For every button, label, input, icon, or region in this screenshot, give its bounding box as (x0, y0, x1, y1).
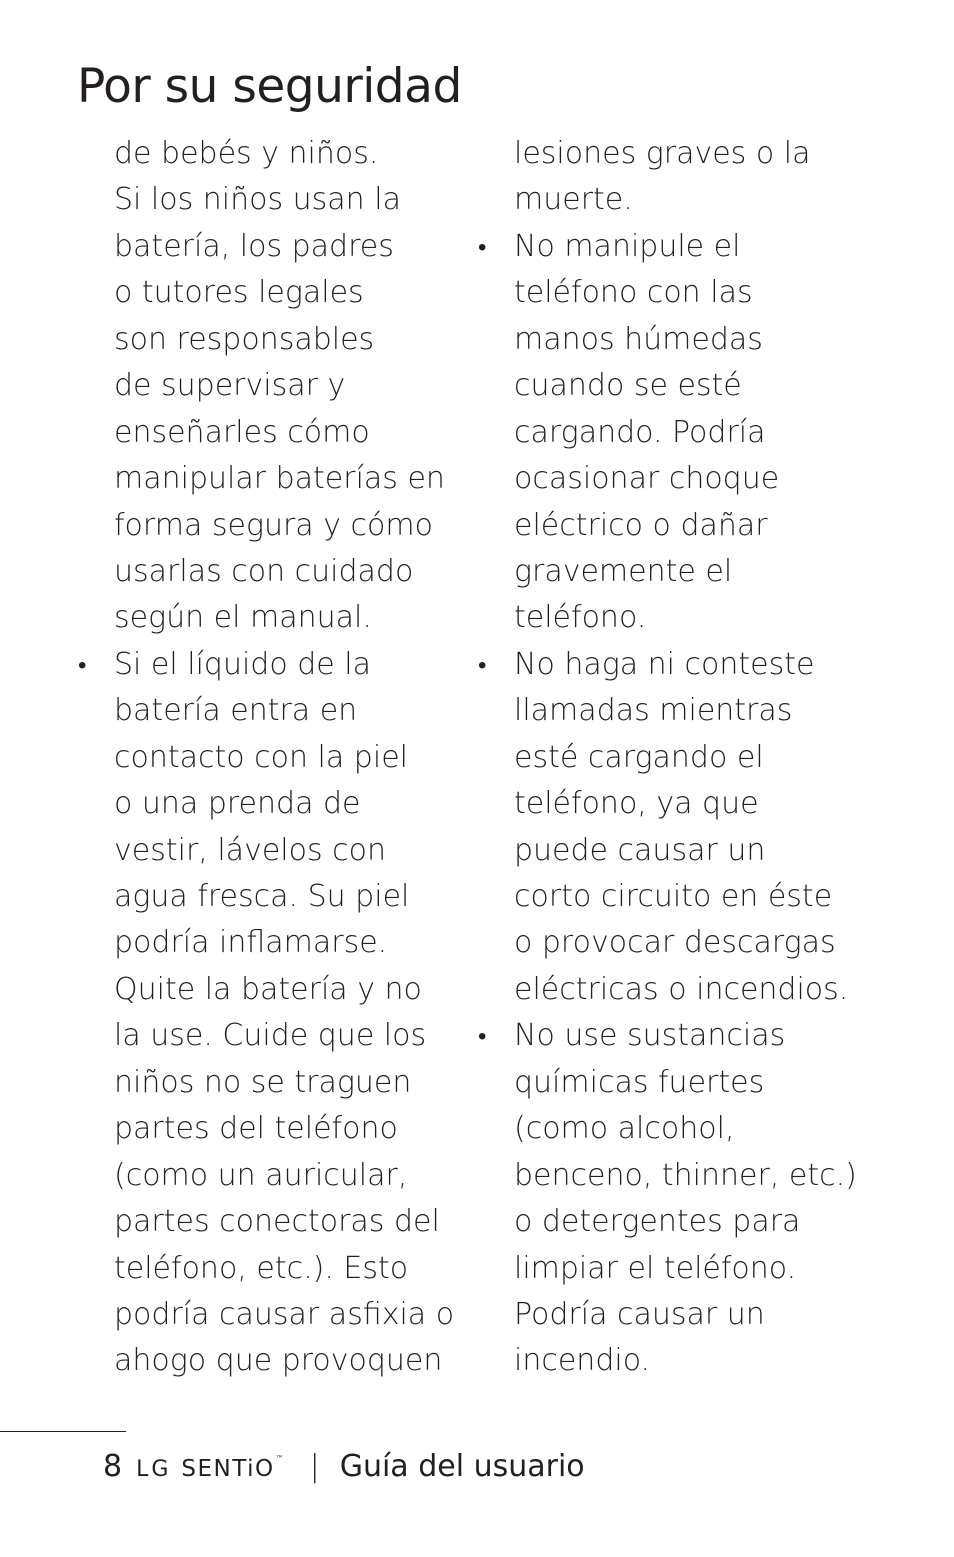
text-line (476, 874, 856, 920)
footer-divider: | (309, 1448, 320, 1484)
text-line-content: partes conectoras del (114, 1204, 440, 1240)
text-line-content: (como alcohol, (514, 1111, 735, 1147)
text-line (476, 642, 856, 688)
text-line-content: vestir, lávelos con (114, 832, 386, 868)
text-line-content: lesiones graves o la (514, 136, 811, 171)
text-line (76, 1153, 456, 1199)
text-line-content: según el manual. (114, 600, 372, 636)
text-line (476, 1106, 856, 1152)
text-line-content: Quite la batería y no (114, 971, 422, 1007)
text-line (476, 1246, 856, 1292)
text-line (476, 131, 856, 177)
text-line (476, 688, 856, 734)
guide-label: Guía del usuario (339, 1448, 585, 1484)
text-line-content: manos húmedas (514, 321, 763, 357)
text-line (76, 1292, 456, 1338)
text-line (476, 270, 856, 316)
text-line-content: eléctricas o incendios. (514, 971, 849, 1007)
text-line (476, 317, 856, 363)
text-line (476, 177, 856, 223)
text-line (76, 549, 456, 595)
text-line (476, 1199, 856, 1245)
text-line (76, 967, 456, 1013)
text-line (476, 503, 856, 549)
brand-model-name: SENTiO (181, 1456, 275, 1482)
text-line-content: No manipule el (514, 228, 741, 264)
text-line-content: teléfono, etc.). Esto (114, 1250, 409, 1286)
text-line (76, 1338, 456, 1384)
text-line (76, 456, 456, 502)
text-line-content: (como un auricular, (114, 1157, 408, 1193)
text-line (76, 642, 456, 688)
text-line (76, 688, 456, 734)
text-line-content: podría inflamarse. (114, 925, 388, 961)
text-line-content: gravemente el (514, 553, 733, 589)
text-line-content: enseñarles cómo (114, 414, 370, 450)
footer (103, 1444, 585, 1488)
text-line (76, 1199, 456, 1245)
text-line (76, 595, 456, 641)
text-line-content: o provocar descargas (514, 925, 836, 961)
text-line-content: o detergentes para (514, 1204, 801, 1240)
bullet-icon: • (78, 650, 87, 679)
text-line-content: cuando se esté (514, 368, 742, 404)
text-line (76, 317, 456, 363)
page-number: 8 (103, 1448, 123, 1484)
text-line-content: incendio. (514, 1343, 651, 1379)
text-line (76, 920, 456, 966)
text-line-content: niños no se traguen (114, 1064, 412, 1100)
text-line (476, 828, 856, 874)
text-line (76, 1060, 456, 1106)
bullet-icon: • (478, 650, 487, 679)
text-line (476, 595, 856, 641)
text-line-content: Si el líquido de la (114, 646, 371, 682)
text-line (76, 781, 456, 827)
text-line (76, 828, 456, 874)
text-line-content: muerte. (514, 182, 633, 218)
text-line-content: corto circuito en éste (514, 879, 833, 914)
text-line-content: químicas fuertes (514, 1064, 765, 1100)
text-line-content: usarlas con cuidado (114, 553, 414, 589)
text-line (476, 735, 856, 781)
text-line-content: teléfono con las (514, 275, 753, 311)
text-line-content: llamadas mientras (514, 693, 793, 729)
trademark-symbol: ™ (275, 1453, 284, 1463)
text-line-content: partes del teléfono (114, 1111, 398, 1147)
text-line-content: batería, los padres (114, 228, 394, 264)
text-line (476, 224, 856, 270)
text-line (476, 410, 856, 456)
bullet-icon: • (478, 1022, 487, 1051)
footer-rule (0, 1431, 126, 1432)
text-line-content: Si los niños usan la (114, 182, 401, 218)
text-line-content: No haga ni conteste (514, 646, 815, 682)
text-line-content: ocasionar choque (514, 461, 780, 497)
text-line (76, 874, 456, 920)
text-line (76, 177, 456, 223)
text-line (76, 1106, 456, 1152)
text-line (476, 1013, 856, 1059)
text-line (476, 1153, 856, 1199)
text-line (476, 363, 856, 409)
text-line (76, 410, 456, 456)
brand-logo-lg: LG (136, 1456, 172, 1482)
text-line (476, 1338, 856, 1384)
text-line (76, 224, 456, 270)
text-line (76, 131, 456, 177)
text-line-content: la use. Cuide que los (114, 1018, 427, 1054)
text-line-content: limpiar el teléfono. (514, 1250, 797, 1286)
text-line (76, 1013, 456, 1059)
text-line-content: teléfono. (514, 600, 647, 636)
text-line-content: de supervisar y (114, 368, 346, 404)
text-line-content: de bebés y niños. (114, 136, 379, 171)
text-line (76, 503, 456, 549)
text-line-content: forma segura y cómo (114, 507, 433, 543)
text-line-content: puede causar un (514, 832, 766, 868)
text-line (476, 549, 856, 595)
text-line-content: manipular baterías en (114, 461, 445, 497)
text-line (476, 1292, 856, 1338)
text-line-content: o tutores legales (114, 275, 364, 311)
right-column (476, 131, 856, 1385)
text-line-content: contacto con la piel (114, 739, 408, 775)
text-line-content: cargando. Podría (514, 414, 766, 450)
page-title: Por su seguridad (77, 59, 462, 114)
text-line (476, 967, 856, 1013)
text-line-content: teléfono, ya que (514, 786, 759, 822)
text-line-content: agua fresca. Su piel (114, 879, 410, 914)
text-line-content: podría causar asfixia o (114, 1296, 455, 1332)
bullet-icon: • (478, 232, 487, 261)
text-line-content: benceno, thinner, etc.) (514, 1157, 857, 1193)
text-line-content: son responsables (114, 321, 375, 357)
text-line-content: o una prenda de (114, 786, 361, 822)
text-line-content: esté cargando el (514, 739, 764, 775)
text-line-content: No use sustancias (514, 1018, 786, 1054)
text-line (476, 781, 856, 827)
text-line (76, 363, 456, 409)
text-line (476, 1060, 856, 1106)
text-line-content: eléctrico o dañar (514, 507, 768, 543)
text-line-content: Podría causar un (514, 1296, 765, 1332)
text-line (76, 1246, 456, 1292)
text-line (76, 735, 456, 781)
text-line (76, 270, 456, 316)
text-line (476, 920, 856, 966)
left-column (76, 131, 456, 1385)
text-line-content: batería entra en (114, 693, 358, 729)
text-line (476, 456, 856, 502)
text-line-content: ahogo que provoquen (114, 1343, 443, 1379)
